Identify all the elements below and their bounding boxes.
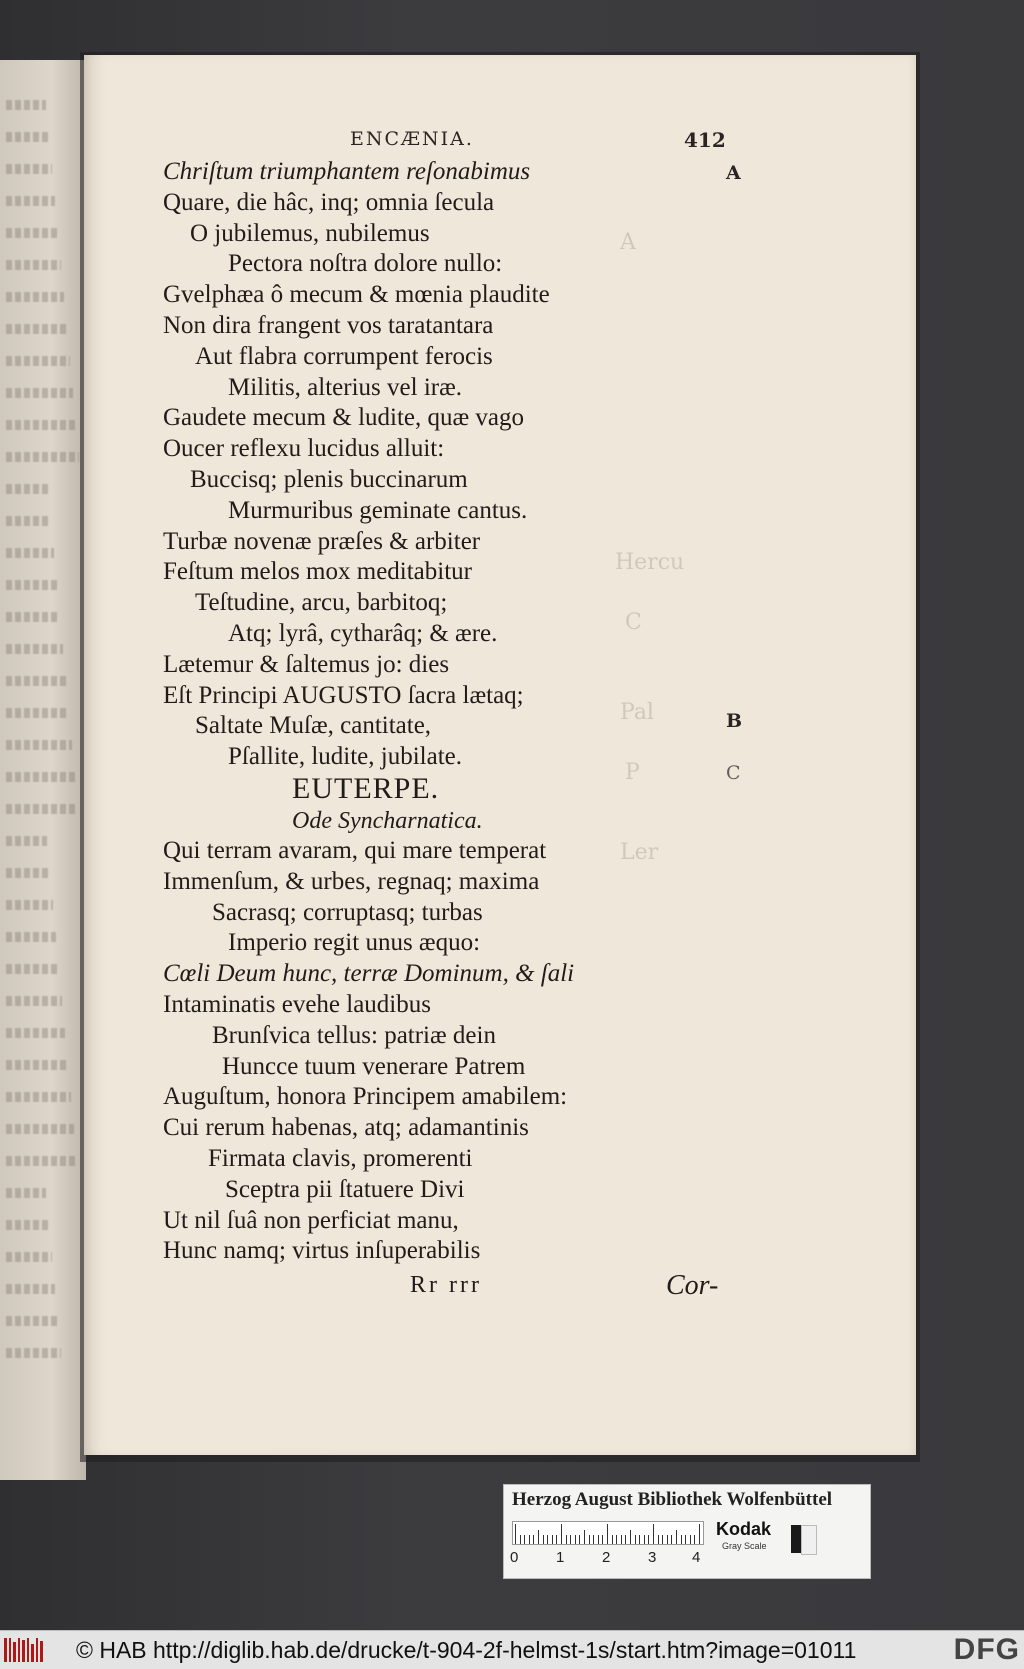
facing-page-ghost-text — [6, 612, 60, 622]
ruler-tick — [575, 1535, 576, 1544]
facing-page-ghost-text — [6, 804, 78, 814]
ruler-tick — [579, 1535, 580, 1544]
margin-mark-b: B — [726, 710, 743, 732]
poem-line: Sacrasq; corruptasq; turbas — [212, 898, 483, 926]
ruler-tick — [648, 1535, 649, 1544]
scale-ruler — [512, 1521, 704, 1545]
facing-page-ghost-text — [6, 580, 57, 590]
scale-number: 1 — [556, 1549, 565, 1566]
facing-page-ghost-text — [6, 1124, 74, 1134]
ruler-tick — [694, 1535, 695, 1544]
poem-line: Teſtudine, arcu, barbitoq; — [195, 589, 448, 617]
poem-line: Cui rerum habenas, atq; adamantinis — [163, 1114, 529, 1142]
ruler-tick — [607, 1524, 608, 1544]
scale-number: 4 — [692, 1549, 701, 1566]
ruler-tick — [529, 1535, 530, 1544]
facing-page-ghost-text — [6, 292, 64, 302]
facing-page-ghost-text — [6, 868, 50, 878]
facing-page-ghost-text — [6, 1348, 61, 1358]
ruler-tick — [667, 1535, 668, 1544]
poem-line: Quare, die hâc, inq; omnia ſecula — [163, 188, 495, 216]
facing-page-ghost-text — [6, 548, 54, 558]
poem-line: Qui terram avaram, qui mare temperat — [163, 837, 547, 864]
facing-page-ghost-text — [6, 420, 76, 430]
facing-page-ghost-text — [6, 644, 63, 654]
facing-page-ghost-text — [6, 228, 58, 238]
poem-line: Turbæ novenæ præſes & arbiter — [163, 527, 481, 555]
ruler-tick — [658, 1535, 659, 1544]
bleed-through-text: Ler — [620, 840, 659, 865]
ruler-tick — [621, 1535, 622, 1544]
facing-page-ghost-text — [6, 516, 51, 526]
poem-line: Pectora noſtra dolore nullo: — [228, 250, 503, 278]
facing-page-ghost-text — [6, 708, 69, 718]
poem-line: Auguſtum, honora Principem amabilem: — [163, 1083, 568, 1111]
poem-line: Firmata clavis, promerenti — [208, 1145, 473, 1172]
margin-mark-c: C — [726, 762, 741, 784]
facing-page-ghost-text — [6, 676, 66, 686]
poem-line: Intaminatis evehe laudibus — [163, 991, 431, 1018]
facing-page-ghost-text — [6, 484, 48, 494]
poem-line: Murmuribus geminate cantus. — [228, 496, 528, 524]
footer-bar — [0, 1630, 1024, 1669]
section-heading: EUTERPE. — [292, 772, 440, 805]
facing-page-ghost-text — [6, 836, 47, 846]
facing-page-ghost-text — [6, 164, 52, 174]
poem-line: Hunc namq; virtus inſuperabilis — [163, 1237, 481, 1265]
poem-line: Lætemur & ſaltemus jo: dies — [163, 650, 450, 678]
ruler-tick — [515, 1524, 516, 1544]
facing-page-ghost-text — [6, 260, 61, 270]
poem-line: Saltate Muſæ, cantitate, — [195, 712, 432, 740]
footer-url[interactable]: © HAB http://diglib.hab.de/drucke/t-904-2f-helmst-1s/start.htm?image=01011 — [76, 1637, 857, 1663]
poem-line: Brunſvica tellus: patriæ dein — [212, 1021, 496, 1049]
poem-line: Eſt Principi AUGUSTO ſacra lætaq; — [163, 681, 524, 709]
facing-page-ghost-text — [6, 1188, 46, 1198]
facing-page-edge — [0, 60, 86, 1480]
facing-page-ghost-text — [6, 1316, 58, 1326]
bleed-through-text: P — [625, 760, 640, 785]
poem-line: Atq; lyrâ, cytharâq; & ære. — [228, 620, 498, 647]
poem-line: Cœli Deum hunc, terræ Dominum, & ſali — [163, 960, 575, 988]
gray-swatch-dark — [791, 1525, 801, 1553]
library-title: Herzog August Bibliothek Wolfenbüttel — [512, 1489, 833, 1510]
ruler-tick — [547, 1535, 548, 1544]
ruler-tick — [584, 1530, 585, 1544]
ruler-tick — [671, 1535, 672, 1544]
ruler-tick — [556, 1535, 557, 1544]
barcode-icon — [4, 1636, 46, 1664]
ruler-tick — [639, 1535, 640, 1544]
bleed-through-text: C — [625, 610, 642, 635]
poem-line: Gaudete mecum & ludite, quæ vago — [163, 404, 525, 432]
poem-line: Non dira frangent vos taratantara — [163, 312, 494, 339]
library-card — [503, 1484, 871, 1579]
bleed-through-text: Hercu — [615, 550, 685, 575]
dfg-logo: DFG — [953, 1633, 1020, 1666]
ruler-tick — [566, 1535, 567, 1544]
margin-mark-a: A — [726, 162, 741, 184]
ruler-tick — [685, 1535, 686, 1544]
ruler-tick — [561, 1524, 562, 1544]
bleed-through-text: A — [620, 230, 636, 255]
ruler-tick — [616, 1535, 617, 1544]
poem-line: Buccisq; plenis buccinarum — [190, 466, 468, 493]
ruler-tick — [625, 1535, 626, 1544]
running-head: ENCÆNIA. — [350, 128, 474, 150]
facing-page-ghost-text — [6, 772, 75, 782]
poem-line: Huncce tuum venerare Patrem — [222, 1052, 526, 1080]
facing-page-ghost-text — [6, 132, 49, 142]
poem-line: Militis, alterius vel iræ. — [228, 373, 463, 401]
section-subheading: Ode Syncharnatica. — [292, 808, 483, 834]
facing-page-ghost-text — [6, 996, 62, 1006]
catchword: Cor- — [666, 1270, 719, 1301]
facing-page-ghost-text — [6, 324, 67, 334]
ruler-tick — [589, 1535, 590, 1544]
facing-page-ghost-text — [6, 932, 56, 942]
ruler-tick — [690, 1535, 691, 1544]
facing-page-ghost-text — [6, 1284, 55, 1294]
ruler-tick — [533, 1535, 534, 1544]
poem-line: Imperio regit unus æquo: — [228, 929, 481, 957]
facing-page-ghost-text — [6, 900, 53, 910]
facing-page-ghost-text — [6, 964, 59, 974]
ruler-tick — [593, 1535, 594, 1544]
poem-line: Ut nil ſuâ non perficiat manu, — [163, 1206, 459, 1234]
ruler-tick — [630, 1530, 631, 1544]
ruler-tick — [653, 1524, 654, 1544]
facing-page-ghost-text — [6, 1092, 71, 1102]
facing-page-ghost-text — [6, 1252, 52, 1262]
poem-line: Pſallite, ludite, jubilate. — [228, 743, 462, 771]
poem-line: Aut flabra corrumpent ferocis — [195, 342, 493, 370]
ruler-tick — [543, 1535, 544, 1544]
gray-swatch-light — [801, 1525, 817, 1555]
facing-page-ghost-text — [6, 196, 55, 206]
ruler-tick — [538, 1530, 539, 1544]
ruler-tick — [524, 1535, 525, 1544]
ruler-tick — [612, 1535, 613, 1544]
ruler-tick — [552, 1535, 553, 1544]
bleed-through-text: Pal — [620, 700, 654, 725]
poem-line: Sceptra pii ſtatuere Divi — [225, 1175, 465, 1203]
ruler-tick — [598, 1535, 599, 1544]
ruler-tick — [662, 1535, 663, 1544]
poem-line: Oucer reflexu lucidus alluit: — [163, 435, 445, 463]
scale-number: 2 — [602, 1549, 611, 1566]
poem-line: Feſtum melos mox meditabitur — [163, 558, 472, 586]
kodak-label: Kodak — [716, 1519, 772, 1539]
ruler-tick — [676, 1530, 677, 1544]
facing-page-ghost-text — [6, 356, 70, 366]
page-number: 412 — [684, 128, 726, 152]
facing-page-ghost-text — [6, 1060, 68, 1070]
ruler-tick — [602, 1535, 603, 1544]
facing-page-ghost-text — [6, 1220, 49, 1230]
ruler-tick — [520, 1535, 521, 1544]
poem-line: Immenſum, & urbes, regnaq; maxima — [163, 867, 540, 895]
ruler-tick — [644, 1535, 645, 1544]
facing-page-ghost-text — [6, 388, 73, 398]
ruler-tick — [635, 1535, 636, 1544]
poem-line: Chriſtum triumphantem reſonabimus — [163, 158, 531, 185]
scale-number: 0 — [510, 1549, 519, 1566]
poem-line: Gvelphæa ô mecum & mœnia plaudite — [163, 281, 550, 309]
facing-page-ghost-text — [6, 1028, 65, 1038]
gray-scale-label: Gray Scale — [722, 1541, 767, 1551]
scale-number: 3 — [648, 1549, 657, 1566]
facing-page-ghost-text — [6, 1156, 77, 1166]
facing-page-ghost-text — [6, 452, 79, 462]
ruler-tick — [570, 1535, 571, 1544]
ruler-tick — [681, 1535, 682, 1544]
ruler-tick — [699, 1524, 700, 1544]
facing-page-ghost-text — [6, 740, 72, 750]
poem-line: O jubilemus, nubilemus — [190, 219, 430, 247]
facing-page-ghost-text — [6, 100, 46, 110]
signature-mark: Rr rrr — [410, 1272, 482, 1298]
